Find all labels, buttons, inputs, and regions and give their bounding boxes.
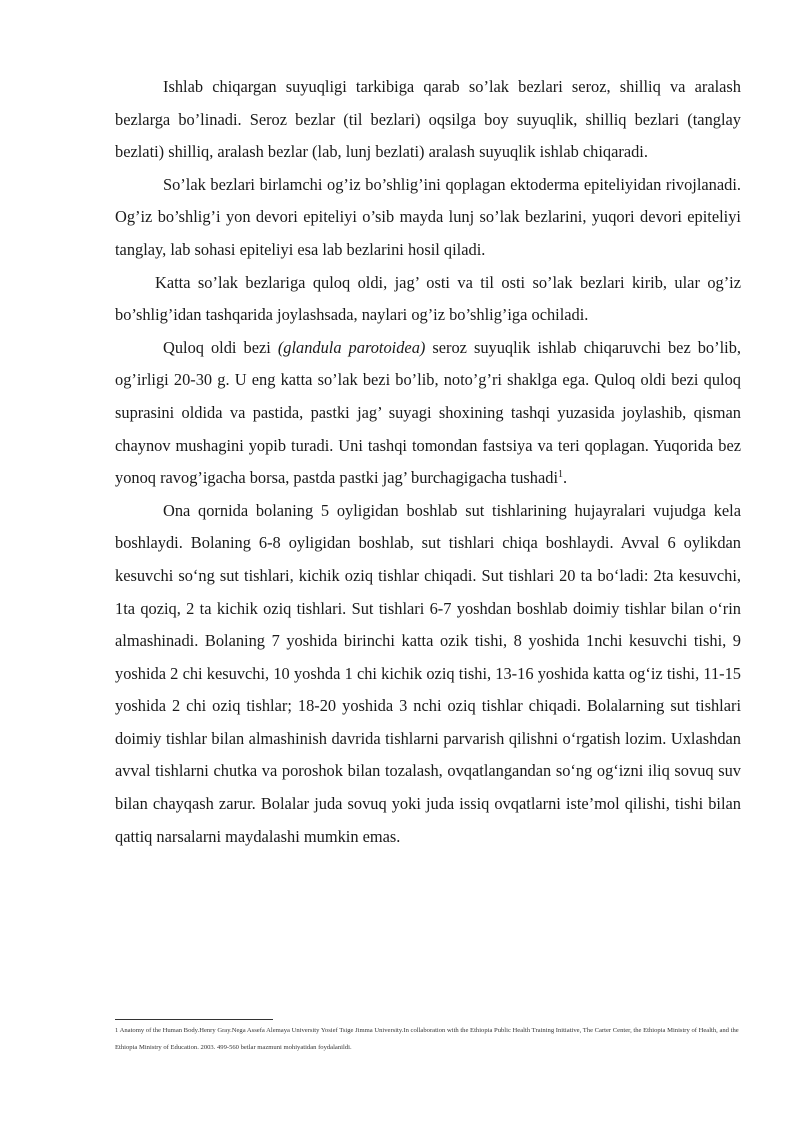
paragraph-salivary-types: Ishlab chiqargan suyuqligi tarkibiga qarab so’lak bezlari seroz, shilliq va aralash bezlarga bo’linadi. Seroz bezlar (til bezlari) oqsilga boy suyuqlik, shilliq bezlari (tanglay bezlati) shilliq, aralash bezlar (lab, lunj bezlati) aralash suyuqlik ishlab chiqaradi.	[115, 77, 741, 162]
footnote-reference[interactable]: 1	[558, 469, 564, 481]
footnote-text: Anatomy of the Human Body.Henry Gray.Nega Assefa Alemaya University Yosief Tsige Jimma University.In collaboration with the Ethiopia Public Health Training Initiative, The Carter Center, the Ethiopia Ministry of Health, and the Ethiopia Ministry of Education. 2003. 499-560 betlar mazmuni mohiyatidan foydalanildi.	[115, 1027, 739, 1051]
paragraph-parotid-gland	[115, 332, 741, 495]
footnote-number: 1	[115, 1027, 119, 1034]
paragraph-major-glands: Katta so’lak bezlariga quloq oldi, jag’ osti va til osti so’lak bezlari kirib, ular og’iz bo’shlig’idan tashqarida joylashsada, naylari og’iz bo’shlig’iga ochiladi.	[115, 272, 741, 325]
parotid-body-text: seroz suyuqlik ishlab chiqaruvchi bez bo’lib, og’irligi 20-30 g. U eng katta so’lak bezi bo’lib, noto’g’ri shaklga ega. Quloq oldi bezi quloq suprasini oldida va pastida, pastki jag’ suyagi shoxining tashqi yuzasida joylashib, qisman chaynov mushagini yopib turadi. Uni tashqi tomondan fastsiya va teri qoplagan. Yuqorida bez yonoq ravog’igacha borsa, pastda pastki jag’ burchagigacha tushadi	[115, 337, 741, 488]
body-text	[115, 71, 741, 853]
parotid-end-punctuation: .	[563, 468, 568, 488]
footnote-separator	[115, 1019, 273, 1020]
parotid-lead-text: Quloq oldi bezi	[163, 337, 278, 357]
footnote	[115, 1023, 743, 1056]
paragraph-salivary-development: So’lak bezlari birlamchi og’iz bo’shlig’ini qoplagan ektoderma epiteliyidan rivojlanadi. Og’iz bo’shlig’i yon devori epiteliyi o’sib mayda lunj so’lak bezlarini, yuqori devori epiteliyi tanglay, lab sohasi epiteliyi esa lab bezlarini hosil qiladi.	[115, 174, 741, 259]
parotid-latin-term: (glandula parotoidea)	[277, 337, 426, 357]
paragraph-teeth: Ona qornida bolaning 5 oyligidan boshlab sut tishlarining hujayralari vujudga kela boshlaydi. Bolaning 6-8 oyligidan boshlab, sut tishlari chiqa boshlaydi. Avval 6 oylikdan kesuvchi so‘ng sut tishlari, kichik oziq tishlar chiqadi. Sut tishlari 20 ta bo‘ladi: 2ta kesuvchi, 1ta qoziq, 2 ta kichik oziq tishlari. Sut tishlari 6-7 yoshdan boshlab doimiy tishlar bilan o‘rin almashinadi. Bolaning 7 yoshida birinchi katta ozik tishi, 8 yoshida 1nchi kesuvchi tishi, 9 yoshida 2 chi kesuvchi, 10 yoshda 1 chi kichik oziq tishi, 13-16 yoshida katta og‘iz tishi, 11-15 yoshida 2 chi oziq tishlar; 18-20 yoshida 3 nchi oziq tishlar chiqadi. Bolalarning sut tishlari doimiy tishlar bilan almashinish davrida tishlarni parvarish qilishni o‘rgatish lozim. Uxlashdan avval tishlarni chutka va poroshok bilan tozalash, ovqatlangandan so‘ng og‘izni iliq sovuq suv bilan chayqash zarur. Bolalar juda sovuq yoki juda issiq ovqatlarni iste’mol qilishi, tishi bilan qattiq narsalarni maydalashi mumkin emas.	[115, 500, 741, 846]
